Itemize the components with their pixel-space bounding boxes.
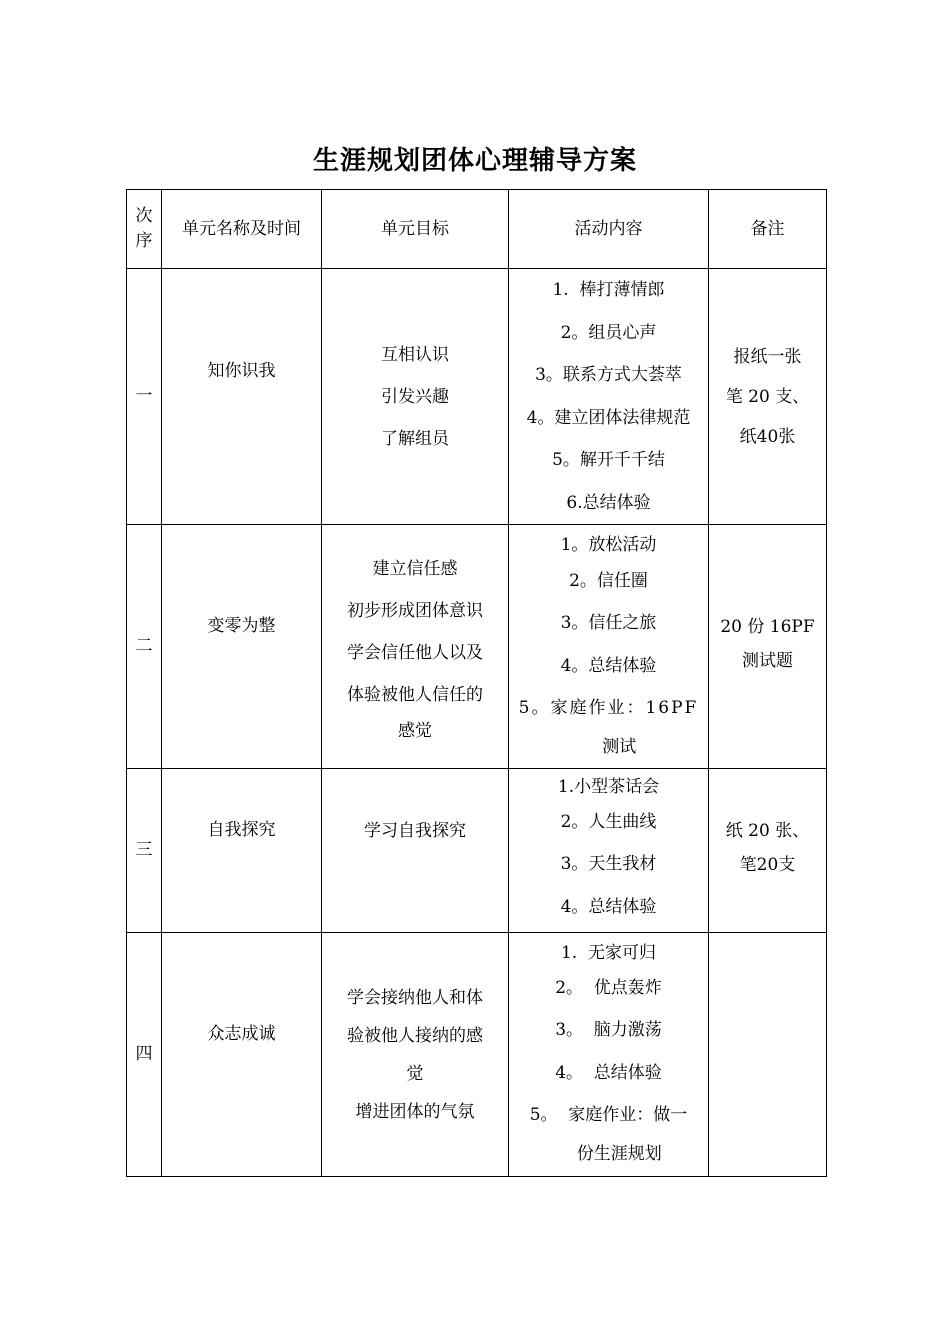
activity-item: 6.总结体验 bbox=[566, 492, 651, 513]
header-seq-line2: 序 bbox=[135, 231, 153, 251]
row-seq: 四 bbox=[127, 933, 162, 1177]
activity-item: 5。家庭作业：16PF bbox=[518, 698, 699, 718]
row-seq: 二 bbox=[127, 525, 162, 769]
row-notes bbox=[709, 269, 827, 525]
header-goal: 单元目标 bbox=[322, 190, 509, 269]
goal-line: 学会信任他人以及 bbox=[347, 642, 483, 663]
goal-line: 建立信任感 bbox=[372, 558, 458, 579]
activity-item: 份生涯规划 bbox=[555, 1143, 662, 1164]
activity-item: 1. 棒打薄情郎 bbox=[552, 280, 665, 300]
header-seq bbox=[127, 190, 162, 269]
activity-item: 4。总结体验 bbox=[560, 655, 657, 676]
row-notes bbox=[709, 933, 827, 1177]
row-goals bbox=[322, 769, 509, 933]
row-notes bbox=[709, 769, 827, 933]
plan-table bbox=[126, 189, 827, 1177]
row-goals bbox=[322, 269, 509, 525]
activity-item: 5。 家庭作业：做一 bbox=[529, 1105, 688, 1125]
note-line: 笔 20 支、 bbox=[725, 386, 810, 407]
goal-line: 互相认识 bbox=[381, 344, 449, 365]
note-line: 报纸一张 bbox=[733, 346, 802, 367]
note-line: 笔20支 bbox=[739, 854, 796, 875]
note-line: 测试题 bbox=[742, 650, 793, 671]
goal-line: 学习自我探究 bbox=[364, 820, 466, 841]
row-activities bbox=[509, 525, 709, 769]
activity-item: 1。放松活动 bbox=[560, 534, 657, 555]
activity-item: 2。人生曲线 bbox=[560, 811, 657, 832]
activity-item: 2。 优点轰炸 bbox=[555, 977, 662, 998]
header-seq-line1: 次 bbox=[135, 206, 153, 226]
activity-item: 4。 总结体验 bbox=[555, 1062, 662, 1083]
goal-line: 了解组员 bbox=[381, 428, 449, 449]
activity-item: 3。天生我材 bbox=[560, 854, 657, 875]
table-row bbox=[127, 525, 827, 769]
note-line: 纸40张 bbox=[739, 426, 796, 447]
goal-line: 初步形成团体意识 bbox=[347, 600, 483, 621]
header-unit: 单元名称及时间 bbox=[162, 190, 322, 269]
note-line: 20 份 16PF bbox=[720, 616, 815, 637]
activity-item: 4。总结体验 bbox=[560, 896, 657, 917]
header-row bbox=[127, 190, 827, 269]
goal-line: 引发兴趣 bbox=[381, 386, 449, 407]
activity-item: 5。解开千千结 bbox=[552, 450, 665, 470]
activity-item: 3。联系方式大荟萃 bbox=[535, 365, 682, 385]
goal-line: 体验被他人信任的 bbox=[347, 684, 483, 705]
goal-line: 验被他人接纳的感 bbox=[347, 1025, 483, 1046]
row-goals bbox=[322, 525, 509, 769]
activity-item: 3。 脑力激荡 bbox=[555, 1020, 662, 1040]
goal-line: 学会接纳他人和体 bbox=[347, 987, 483, 1008]
row-unit: 众志成诚 bbox=[162, 933, 322, 1177]
row-activities bbox=[509, 769, 709, 933]
activity-item: 3。信任之旅 bbox=[560, 613, 657, 633]
document-title: 生涯规划团体心理辅导方案 bbox=[312, 146, 637, 176]
row-seq: 三 bbox=[127, 769, 162, 933]
row-unit: 自我探究 bbox=[162, 769, 322, 933]
row-notes bbox=[709, 525, 827, 769]
activity-item: 2。信任圈 bbox=[569, 570, 648, 591]
activity-item: 测试 bbox=[580, 736, 637, 757]
header-activities: 活动内容 bbox=[509, 190, 709, 269]
activity-item: 1. 无家可归 bbox=[560, 942, 657, 963]
row-goals bbox=[322, 933, 509, 1177]
row-unit: 知你识我 bbox=[162, 269, 322, 525]
table-row bbox=[127, 933, 827, 1177]
header-notes: 备注 bbox=[709, 190, 827, 269]
activity-item: 4。建立团体法律规范 bbox=[526, 407, 691, 428]
row-activities bbox=[509, 933, 709, 1177]
row-activities bbox=[509, 269, 709, 525]
goal-line: 觉 bbox=[406, 1063, 424, 1084]
activity-item: 1.小型茶话会 bbox=[557, 776, 660, 797]
goal-line: 增进团体的气氛 bbox=[355, 1101, 475, 1122]
row-seq: 一 bbox=[127, 269, 162, 525]
table-row bbox=[127, 269, 827, 525]
activity-item: 2。组员心声 bbox=[560, 322, 657, 343]
table-row bbox=[127, 769, 827, 933]
goal-line: 感觉 bbox=[398, 720, 432, 741]
row-unit: 变零为整 bbox=[162, 525, 322, 769]
note-line: 纸 20 张、 bbox=[725, 820, 810, 841]
